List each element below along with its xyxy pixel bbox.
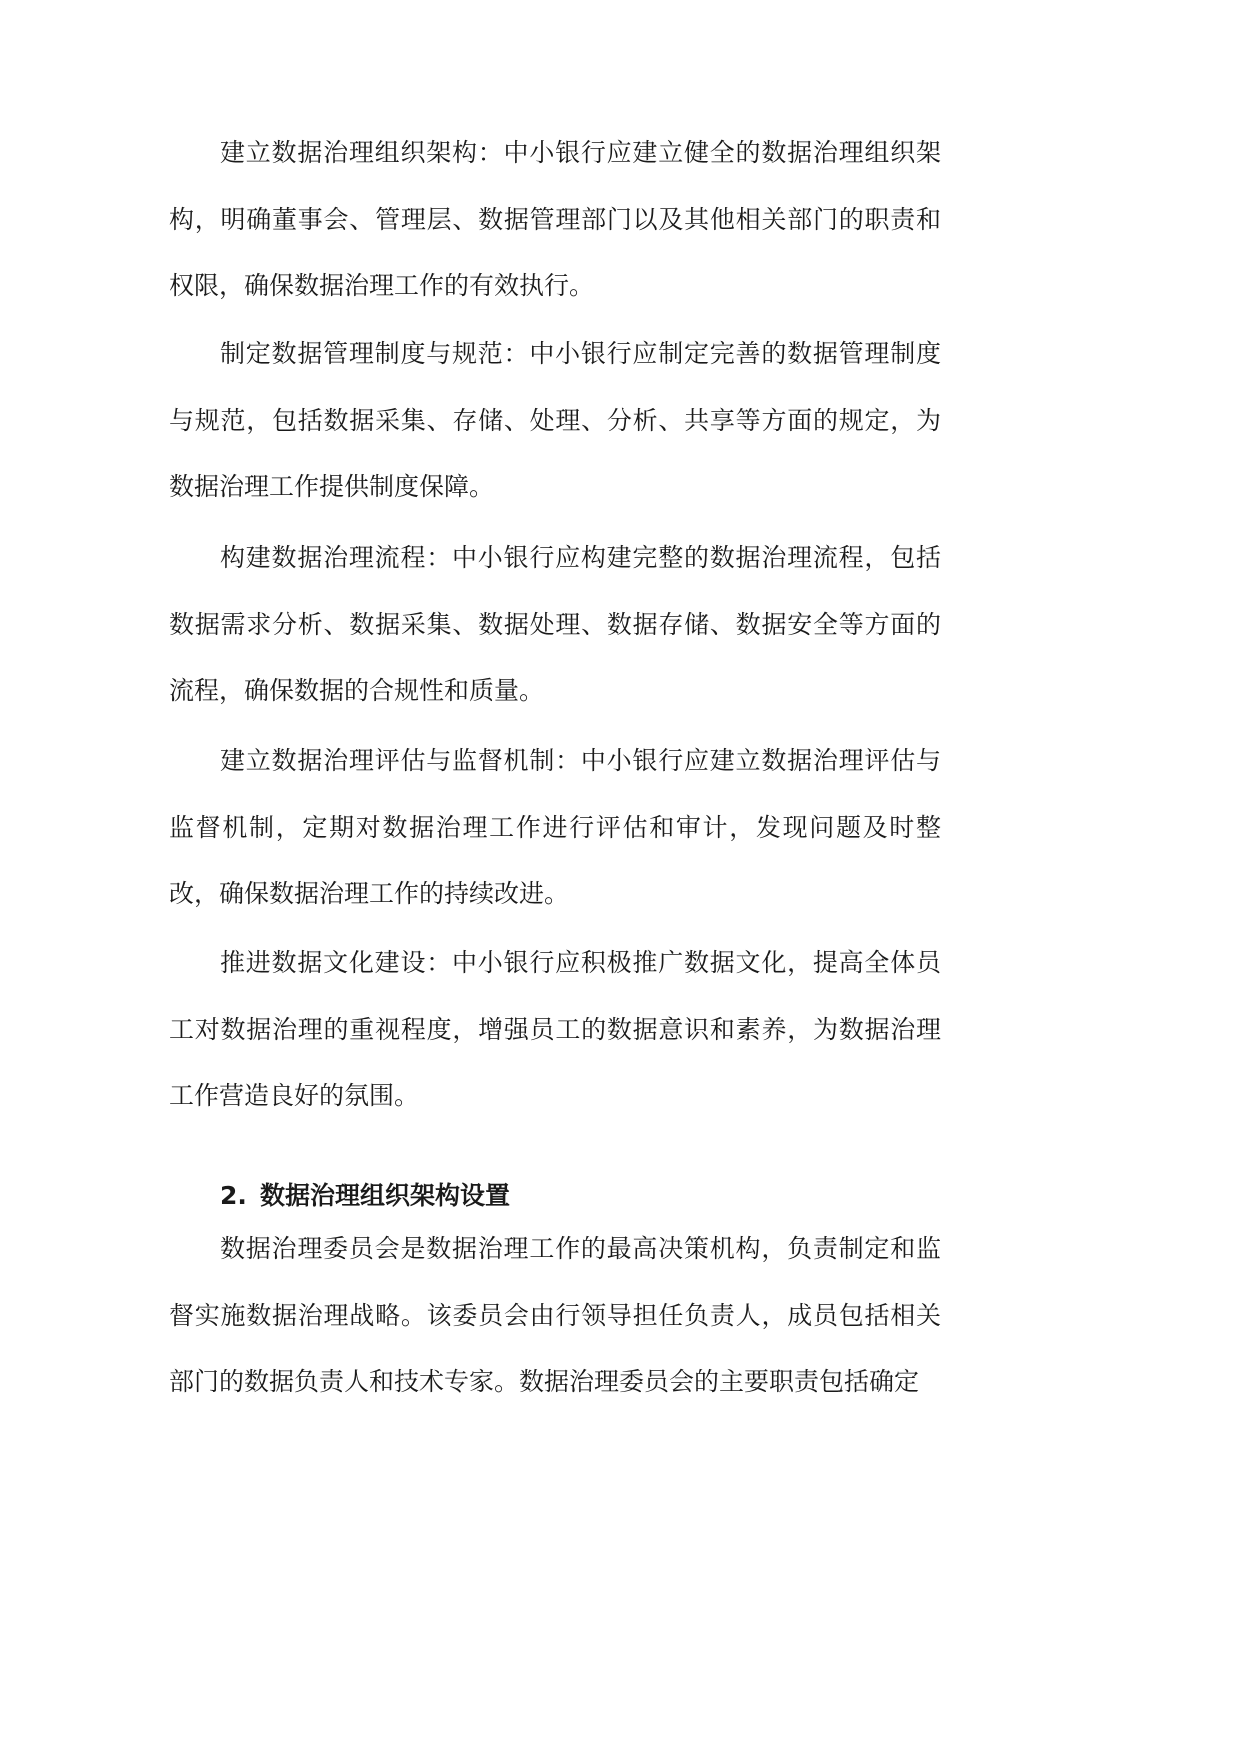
section-number: 2.: [220, 1181, 247, 1210]
section-title: 数据治理组织架构设置: [260, 1181, 511, 1210]
paragraph-process: 构建数据治理流程：中小银行应构建完整的数据治理流程，包括数据需求分析、数据采集、数据处理、数据存储、数据安全等方面的流程，确保数据的合规性和质量。: [169, 543, 941, 705]
paragraph-evaluation: 建立数据治理评估与监督机制：中小银行应建立数据治理评估与监督机制，定期对数据治理工作进行评估和审计，发现问题及时整改，确保数据治理工作的持续改进。: [169, 746, 941, 908]
paragraph-org-structure: 建立数据治理组织架构：中小银行应建立健全的数据治理组织架构，明确董事会、管理层、数据管理部门以及其他相关部门的职责和权限，确保数据治理工作的有效执行。: [169, 138, 941, 300]
paragraph-data-culture: 推进数据文化建设：中小银行应积极推广数据文化，提高全体员工对数据治理的重视程度，增强员工的数据意识和素养，为数据治理工作营造良好的氛围。: [169, 948, 941, 1110]
section-heading: [220, 1170, 510, 1222]
paragraph-committee: 数据治理委员会是数据治理工作的最高决策机构，负责制定和监督实施数据治理战略。该委员会由行领导担任负责人，成员包括相关部门的数据负责人和技术专家。数据治理委员会的主要职责包括确定: [169, 1234, 941, 1396]
paragraph-policies: 制定数据管理制度与规范：中小银行应制定完善的数据管理制度与规范，包括数据采集、存储、处理、分析、共享等方面的规定，为数据治理工作提供制度保障。: [169, 339, 941, 501]
